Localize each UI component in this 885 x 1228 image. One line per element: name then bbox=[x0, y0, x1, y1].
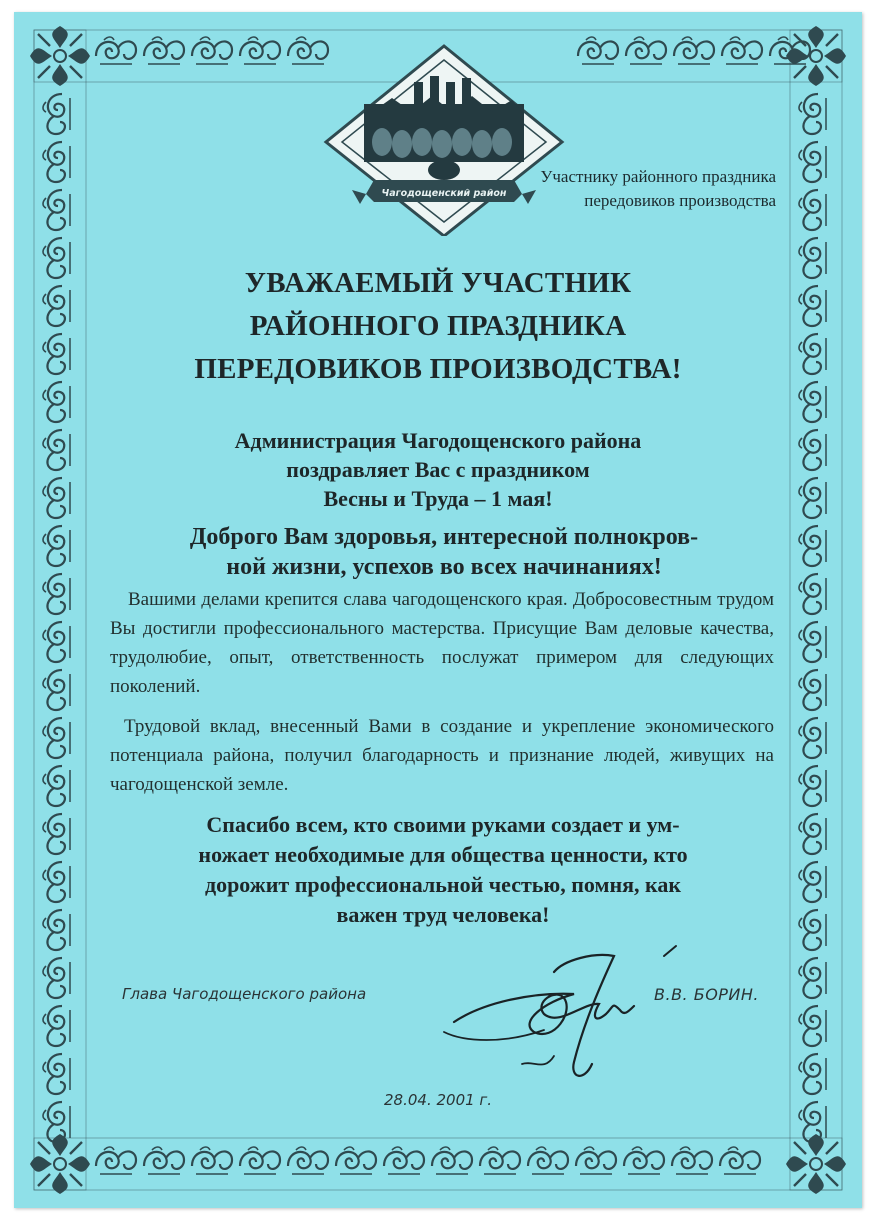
title-line: УВАЖАЕМЫЙ УЧАСТНИК bbox=[244, 267, 632, 299]
wish-line: ной жизни, успехов во всех начинаниях! bbox=[226, 554, 662, 580]
title-line: ПЕРЕДОВИКОВ ПРОИЗВОДСТВА! bbox=[194, 353, 682, 385]
body-paragraph-1: Вашими делами крепится слава чагодощенского края. Добросовестным трудом Вы достигли профессионального мастерства. Присущие Вам деловые качества, трудолюбие, опыт, ответственность послужат примером для следующих поколений. bbox=[110, 589, 774, 697]
emblem-ribbon-label: Чагодощенский район bbox=[381, 188, 507, 199]
greeting-line: Администрация Чагодощенского района bbox=[234, 428, 642, 453]
title-line: РАЙОННОГО ПРАЗДНИКА bbox=[249, 310, 627, 342]
issue-date: 28.04. 2001 г. bbox=[384, 1091, 493, 1109]
handwritten-signature bbox=[424, 932, 694, 1102]
signatory-title: Глава Чагодощенского района bbox=[122, 985, 367, 1003]
recipient-line: Участнику районного праздника bbox=[540, 167, 776, 186]
certificate-title bbox=[54, 262, 822, 391]
greeting-block bbox=[104, 426, 772, 513]
thanks-line: важен труд человека! bbox=[336, 902, 550, 927]
thanks-line: ножает необходимые для общества ценности, кто bbox=[198, 842, 688, 867]
signatory-name: В.В. БОРИН. bbox=[654, 985, 760, 1004]
body-paragraph-2: Трудовой вклад, внесенный Вами в создание и укрепление экономического потенциала района, получил благодарность и признание людей, живущих на чагодощенской земле. bbox=[110, 716, 774, 795]
thanks-line: Спасибо всем, кто своими руками создает и ум- bbox=[206, 812, 680, 837]
wish-line: Доброго Вам здоровья, интересной полнокров- bbox=[189, 524, 699, 550]
thanks-line: дорожит профессиональной честью, помня, как bbox=[204, 872, 682, 897]
wish-block bbox=[114, 522, 774, 582]
greeting-line: поздравляет Вас с праздником bbox=[286, 457, 590, 482]
greeting-line: Весны и Труда – 1 мая! bbox=[323, 486, 553, 511]
certificate-sheet bbox=[14, 12, 862, 1208]
recipient-line: передовиков производства bbox=[584, 191, 776, 210]
recipient-note bbox=[514, 165, 776, 213]
thanks-block bbox=[110, 810, 776, 930]
